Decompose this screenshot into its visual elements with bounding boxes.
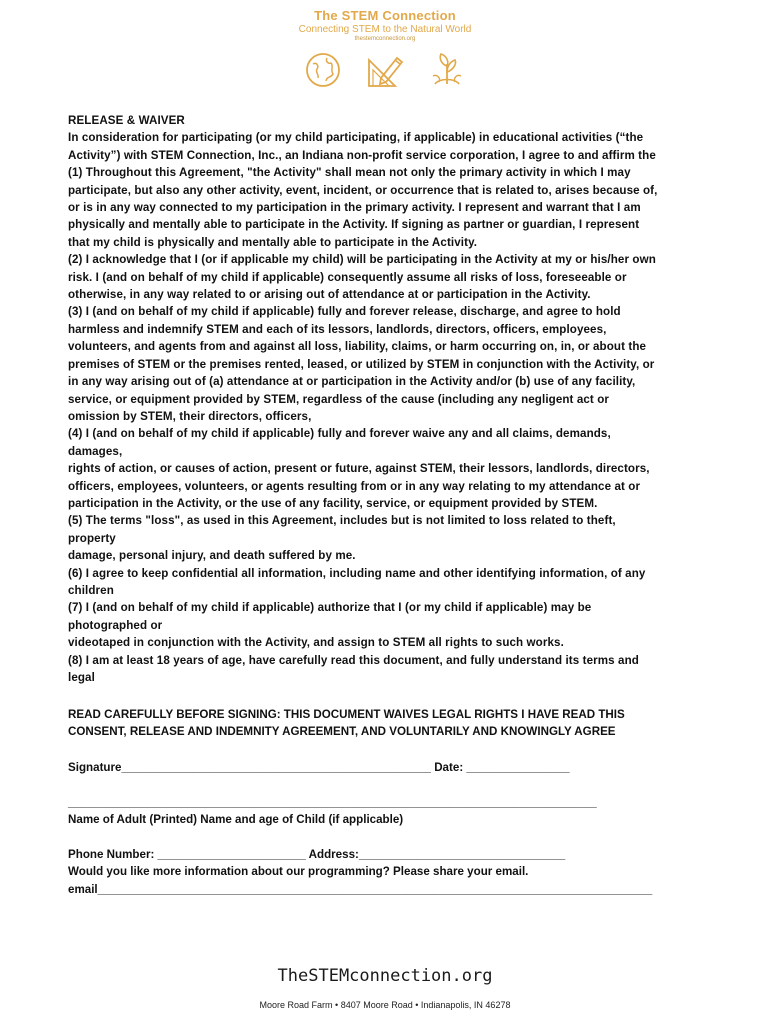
body-line: harmless and indemnify STEM and each of its lessors, landlords, directors, officers, employees, (68, 322, 607, 336)
footer-address: Moore Road Farm • 8407 Moore Road • Indianapolis, IN 46278 (259, 1000, 511, 1010)
body-line: (4) I (and on behalf of my child if applicable) fully and forever waive any and all claims, demands, (68, 427, 611, 441)
body-line: that my child is physically and mentally able to participate in the Activity. (68, 235, 478, 249)
body-line: damages, (68, 444, 123, 458)
document-title: RELEASE & WAIVER (68, 114, 185, 127)
plant-icon (427, 50, 467, 90)
name-label: Name of Adult (Printed) Name and age of Child (if applicable) (68, 813, 404, 827)
notice-line: READ CAREFULLY BEFORE SIGNING: THIS DOCUMENT WAIVES LEGAL RIGHTS I HAVE READ THIS (68, 708, 625, 721)
signing-notice (68, 706, 708, 741)
body-line: rights of action, or causes of action, present or future, against STEM, their lessors, landlords, directors, (68, 462, 650, 476)
body-line: in any way arising out of (a) attendance at or participation in the Activity and/or (b) use of any facility, (68, 375, 636, 389)
body-line: service, or equipment provided by STEM, regardless of the cause (including any negligent act or (68, 392, 610, 406)
name-rule[interactable]: __________________________________________________________________________________ (68, 796, 597, 809)
waiver-body (68, 112, 708, 686)
letterhead (0, 8, 770, 90)
body-line: risk. I (and on behalf of my child if applicable) consequently assume all risks of loss, foreseeable or (68, 270, 627, 284)
body-line: photographed or (68, 618, 163, 632)
body-line: (5) The terms "loss", as used in this Agreement, includes but is not limited to loss related to theft, (68, 514, 616, 528)
body-line: property (68, 531, 116, 545)
body-line: physically and mentally able to participate in the Activity. If signing as partner or guardian, I represent (68, 218, 640, 232)
body-line: (1) Throughout this Agreement, "the Activity" shall mean not only the primary activity in which I may (68, 166, 631, 180)
body-line: (6) I agree to keep confidential all information, including name and other identifying information, of any (68, 566, 646, 580)
body-line: officers, employees, volunteers, or agents resulting from or in any way relating to my attendance at or (68, 479, 641, 493)
name-field[interactable] (68, 794, 708, 829)
notice-line: CONSENT, RELEASE AND INDEMNITY AGREEMENT, AND VOLUNTARILY AND KNOWINGLY AGREE (68, 725, 616, 739)
contact-fields[interactable] (68, 846, 708, 898)
body-line: or is in any way connected to my participation in the primary activity. I represent and warrant that I am (68, 201, 641, 215)
body-line: omission by STEM, their directors, officers, (68, 409, 312, 423)
body-line: (3) I (and on behalf of my child if applicable) fully and forever release, discharge, and agree to hold (68, 305, 621, 319)
info-question: Would you like more information about our programming? Please share your email. (68, 865, 529, 879)
body-line: Activity”) with STEM Connection, Inc., an Indiana non-profit service corporation, I agree to and affirm the (68, 148, 656, 162)
brand-url: thestemconnection.org (354, 36, 416, 42)
brand-tagline: Connecting STEM to the Natural World (298, 24, 472, 35)
globe-icon (303, 50, 343, 90)
body-line: videotaped in conjunction with the Activity, and assign to STEM all rights to such works. (68, 636, 564, 650)
body-line: participation in the Activity, or the use of any facility, service, or equipment provided by STEM. (68, 496, 598, 510)
body-line: volunteers, and agents from and against all loss, liability, claims, or harm occurring on, in, or about the (68, 340, 647, 354)
body-line: damage, personal injury, and death suffered by me. (68, 549, 356, 563)
brand-name: The STEM Connection (314, 8, 456, 23)
email-line[interactable]: email______________________________________________________________________________________ (68, 882, 653, 896)
body-line: otherwise, in any way related to or arising out of attendance at or participation in the Activity. (68, 288, 591, 302)
signature-date-field[interactable] (68, 759, 708, 776)
footer-url: TheSTEMconnection.org (277, 966, 493, 986)
body-line: In consideration for participating (or my child participating, if applicable) in educational activities (“the (68, 131, 644, 145)
body-line: (8) I am at least 18 years of age, have carefully read this document, and fully understand its terms and (68, 653, 639, 667)
body-line: children (68, 583, 114, 597)
body-line: premises of STEM or the premises rented, leased, or utilized by STEM in conjunction with the Activity, or (68, 357, 655, 371)
body-line: legal (68, 671, 95, 684)
body-line: participate, but also any other activity, event, incident, or occurrence that is related to, arises because of, (68, 183, 658, 197)
pencil-ruler-icon (365, 50, 405, 90)
signature-line[interactable]: Signature________________________________________________ Date: ________________ (68, 761, 570, 774)
body-line: (7) I (and on behalf of my child if applicable) authorize that I (or my child if applicable) may be (68, 601, 592, 615)
phone-address-line[interactable]: Phone Number: _______________________ Address:________________________________ (68, 848, 566, 861)
body-line: (2) I acknowledge that I (or if applicable my child) will be participating in the Activity at my or his/her own (68, 253, 656, 267)
logo-icons (0, 50, 770, 90)
